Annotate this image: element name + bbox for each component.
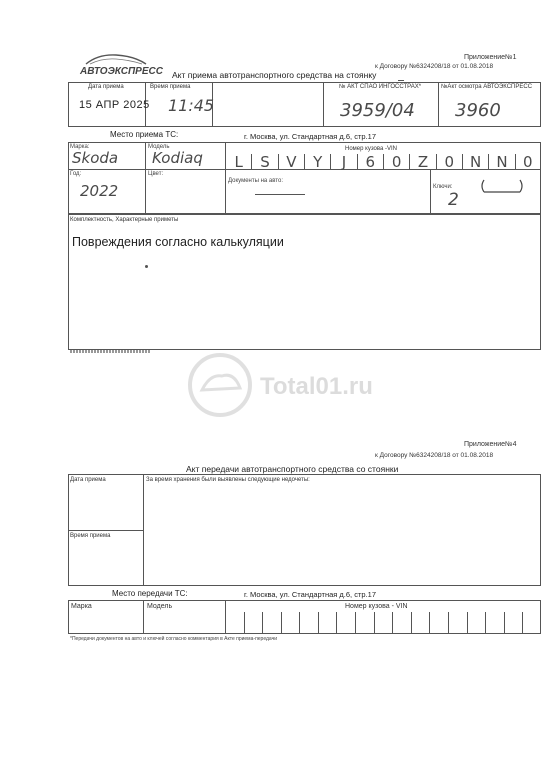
watermark-text: Total01.ru (260, 373, 373, 400)
acceptance-address: г. Москва, ул. Стандартная д.6, стр.17 (244, 132, 376, 141)
vin-grid (225, 154, 541, 169)
transfer-vin-cell (504, 612, 523, 634)
autoexpress-logo (76, 52, 163, 78)
vin-char-cell: N (488, 154, 514, 169)
storage-defects-label: За время хранения были выявлены следующие недочеты: (146, 477, 310, 483)
vin-char-cell: V (278, 154, 304, 169)
vin-char-cell: J (330, 154, 356, 169)
vehicle-year: 2022 (80, 182, 119, 200)
acceptance-date-stamp: 15 АПР 2025 (79, 99, 150, 111)
transfer-vin-cell (281, 612, 300, 634)
contract-reference-top: к Договору №6324208/18 от 01.08.2018 (375, 63, 494, 70)
year-label: Год: (70, 171, 82, 177)
transfer-footnote: *Передачи документов на авто и ключей согласно комментария в Акте приема-передачи (70, 636, 277, 642)
appendix-1-label: Приложение№1 (464, 54, 517, 61)
vin-char-cell: 0 (383, 154, 409, 169)
watermark-logo (180, 350, 380, 420)
acceptance-place-label: Место приема ТС: (110, 130, 179, 139)
transfer-vin-cell (318, 612, 337, 634)
documents-label: Документы на авто: (228, 178, 283, 184)
model-label: Модель (148, 144, 170, 150)
transfer-vin-cell (448, 612, 467, 634)
vin-char-cell: 6 (357, 154, 383, 169)
vin-char-cell: 0 (515, 154, 541, 169)
transfer-vin-cell (355, 612, 374, 634)
time-label: Время приема (150, 84, 191, 90)
contract-reference-bottom: к Договору №6324208/18 от 01.08.2018 (375, 452, 494, 459)
vin-char-cell: N (462, 154, 488, 169)
transfer-vin-cell (467, 612, 486, 634)
date-label: Дата приема (88, 84, 124, 90)
damage-note: Повреждения согласно калькуляции (72, 235, 284, 249)
spao-act-number: 3959/04 (340, 100, 415, 121)
logo-text: АВТОЭКСПРЕСС (80, 66, 163, 77)
acceptance-time: 11:45 (168, 96, 215, 115)
vin-char-cell: S (251, 154, 277, 169)
spao-act-label: № АКТ СПАО ИНГОССТРАХ* (339, 84, 422, 90)
ink-dot (145, 265, 148, 268)
bottom-form-title: Акт передачи автотранспортного средства со стоянки (186, 464, 399, 474)
brand-label: Марка: (70, 144, 90, 150)
transfer-place-label: Место передачи ТС: (112, 589, 188, 598)
transfer-vin-cell (522, 612, 541, 634)
top-form-title: Акт приема автотранспортного средства на стоянку (172, 70, 377, 80)
transfer-model-label: Модель (147, 603, 173, 610)
vin-char-cell: 0 (436, 154, 462, 169)
equipment-label: Комплектность, Характерные приметы (70, 217, 179, 223)
color-label: Цвет: (148, 171, 164, 177)
transfer-address: г. Москва, ул. Стандартная д.6, стр.17 (244, 590, 376, 599)
vin-char-cell: Z (409, 154, 435, 169)
vin-label: Номер кузова -VIN (345, 146, 397, 152)
transfer-vin-cell (336, 612, 355, 634)
keys-bracket-mark (478, 178, 526, 194)
transfer-vin-cell (225, 612, 244, 634)
autoexpress-act-number: 3960 (455, 100, 501, 121)
cut-footnote-fragment (70, 350, 150, 353)
vehicle-brand: Skoda (72, 149, 119, 167)
vin-char-cell: Y (304, 154, 330, 169)
transfer-vin-cell (429, 612, 448, 634)
keys-label: Ключи: (433, 184, 453, 190)
transfer-vin-cell (411, 612, 430, 634)
transfer-vin-cell (392, 612, 411, 634)
autoexpress-act-label: №Акт осмотра АВТОЭКСПРЕСС (441, 84, 533, 90)
transfer-vin-cell (485, 612, 504, 634)
keys-count: 2 (448, 190, 459, 210)
transfer-date-label: Дата приема (70, 477, 106, 483)
transfer-brand-label: Марка (71, 603, 92, 610)
transfer-vin-cell (244, 612, 263, 634)
vehicle-model: Kodiaq (152, 149, 203, 167)
transfer-vin-cell (299, 612, 318, 634)
transfer-time-label: Время приема (70, 533, 111, 539)
transfer-vin-cell (262, 612, 281, 634)
transfer-vin-cell (374, 612, 393, 634)
transfer-vin-label: Номер кузова - VIN (345, 603, 408, 610)
transfer-vin-grid (225, 612, 541, 634)
appendix-4-label: Приложение№4 (464, 441, 517, 448)
vin-char-cell: L (225, 154, 251, 169)
